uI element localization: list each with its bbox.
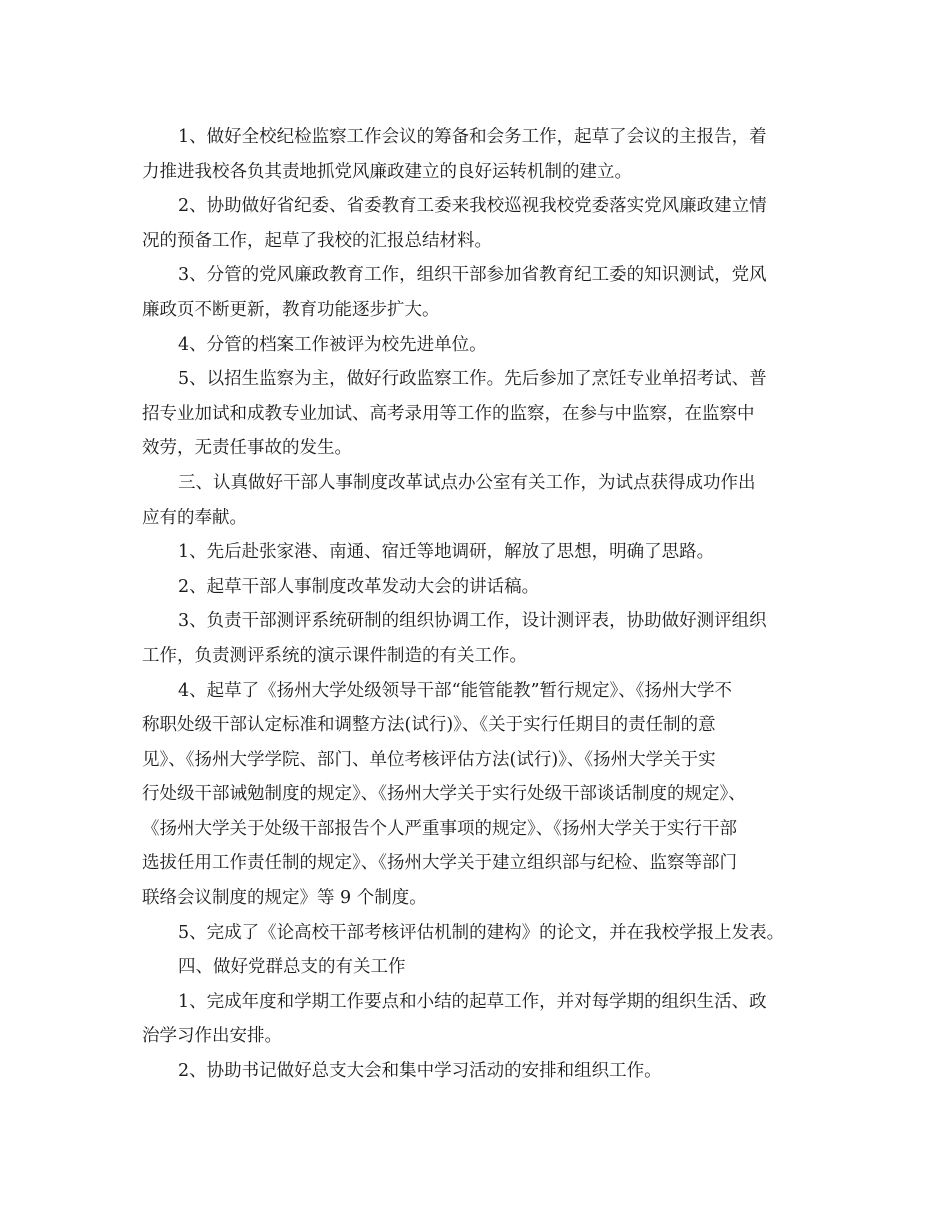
- section-heading-line: 三、认真做好干部人事制度改革试点办公室有关工作，为试点获得成功作出: [178, 472, 756, 493]
- paragraph-line: 5、完成了《论高校干部考核评估机制的建构》的论文，并在我校学报上发表。: [178, 922, 785, 943]
- paragraph-line: 《扬州大学关于处级干部报告个人严重事项的规定》、《扬州大学关于实行干部: [142, 818, 737, 839]
- paragraph-line: 行处级干部诫勉制度的规定》、《扬州大学关于实行处级干部谈话制度的规定》、: [142, 784, 746, 805]
- paragraph-line: 1、完成年度和学期工作要点和小结的起草工作，并对每学期的组织生活、政: [178, 991, 767, 1012]
- paragraph-line: 3、负责干部测评系统研制的组织协调工作，设计测评表，协助做好测评组织: [178, 611, 767, 632]
- paragraph-line: 1、做好全校纪检监察工作会议的筹备和会务工作，起草了会议的主报告，着: [178, 127, 767, 147]
- paragraph-line: 廉政页不断更新，教育功能逐步扩大。: [142, 299, 440, 320]
- paragraph-line: 选拔任用工作责任制的规定》、《扬州大学关于建立组织部与纪检、监察等部门: [142, 853, 737, 874]
- section-heading-line: 四、做好党群总支的有关工作: [178, 957, 406, 978]
- paragraph-line: 力推进我校各负其责地抓党风廉政建立的良好运转机制的建立。: [142, 161, 632, 182]
- paragraph-line: 4、分管的档案工作被评为校先进单位。: [178, 334, 487, 355]
- paragraph-line: 3、分管的党风廉政教育工作，组织干部参加省教育纪工委的知识测试，党风: [178, 265, 767, 286]
- paragraph-line: 2、协助书记做好总支大会和集中学习活动的安排和组织工作。: [178, 1061, 662, 1082]
- paragraph-line: 治学习作出安排。: [142, 1026, 282, 1047]
- paragraph-line: 1、先后赴张家港、南通、宿迁等地调研，解放了思想，明确了思路。: [178, 542, 715, 563]
- paragraph-line: 称职处级干部认定标准和调整方法(试行)》、《关于实行任期目的责任制的意: [142, 715, 716, 736]
- paragraph-line: 招专业加试和成教专业加试、高考录用等工作的监察，在参与中监察，在监察中: [142, 403, 755, 424]
- document-body: [142, 120, 822, 1089]
- paragraph-line: 见》、《扬州大学学院、部门、单位考核评估方法(试行)》、《扬州大学关于实: [142, 749, 716, 770]
- paragraph-line: 联络会议制度的规定》等 9 个制度。: [142, 888, 427, 909]
- paragraph-line: 效劳，无责任事故的发生。: [142, 438, 352, 459]
- paragraph-line: 况的预备工作，起草了我校的汇报总结材料。: [142, 230, 492, 251]
- paragraph-line: 5、以招生监察为主，做好行政监察工作。先后参加了烹饪专业单招考试、普: [178, 369, 767, 390]
- paragraph-line: 2、协助做好省纪委、省委教育工委来我校巡视我校党委落实党风廉政建立情: [178, 196, 767, 217]
- paragraph-line: 4、起草了《扬州大学处级领导干部“能管能教”暂行规定》、《扬州大学不: [178, 680, 733, 701]
- paragraph-line: 工作，负责测评系统的演示课件制造的有关工作。: [142, 645, 527, 666]
- section-heading-line: 应有的奉献。: [142, 507, 247, 528]
- paragraph-line: 2、起草干部人事制度改革发动大会的讲话稿。: [178, 576, 540, 597]
